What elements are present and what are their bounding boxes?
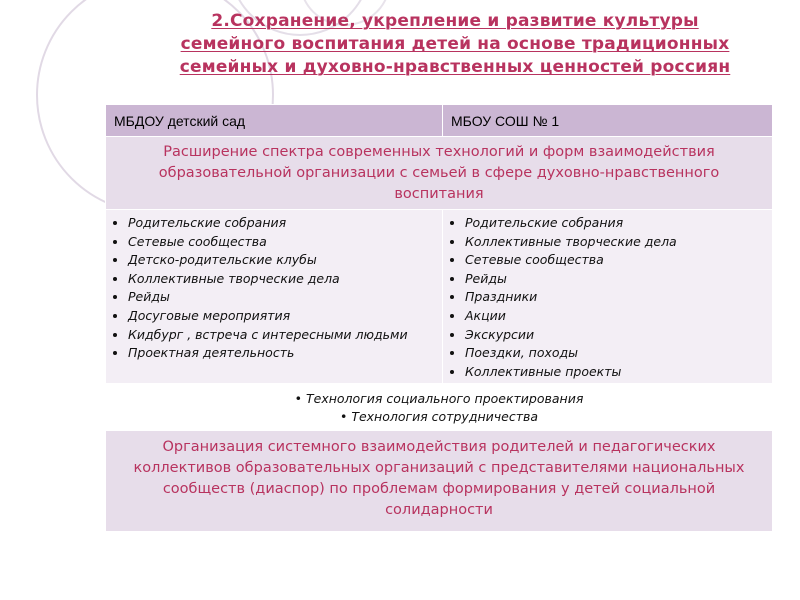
list-item: • Сетевые сообщества: [128, 233, 436, 252]
header-kindergarten: МБДОУ детский сад: [106, 105, 443, 137]
title-line-1: 2.Сохранение, укрепление и развитие культуры: [211, 11, 699, 31]
technologies-cell: [106, 384, 773, 431]
list-item: • Рейды: [128, 288, 436, 307]
list-item: • Рейды: [465, 270, 766, 289]
list-item: • Родительские собрания: [128, 214, 436, 233]
list-item: • Коллективные творческие дела: [465, 233, 766, 252]
list-item: • Досуговые мероприятия: [128, 307, 436, 326]
list-item: • Коллективные творческие дела: [128, 270, 436, 289]
list-item: • Проектная деятельность: [128, 344, 436, 363]
cooperation-table: [105, 104, 773, 532]
list-item: • Экскурсии: [465, 326, 766, 345]
list-item: • Сетевые сообщества: [465, 251, 766, 270]
section-row: [106, 431, 773, 532]
title-line-2: семейного воспитания детей на основе традиционных: [180, 34, 730, 54]
list-item: • Детско-родительские клубы: [128, 251, 436, 270]
technology-item: • Технология сотрудничества: [339, 409, 539, 425]
school-forms-cell: [443, 210, 773, 384]
section-technologies-text: Расширение спектра современных технологий и форм взаимодействия образовательной организации с семьей в сфере духовно-нравственного воспитания: [106, 137, 773, 210]
list-item: • Акции: [465, 307, 766, 326]
list-item: • Коллективные проекты: [465, 363, 766, 382]
technologies-row: [106, 384, 773, 431]
technology-item: • Технология социального проектирования: [294, 391, 584, 407]
list-item: • Родительские собрания: [465, 214, 766, 233]
header-school: МБОУ СОШ № 1: [443, 105, 773, 137]
title-line-3: семейных и духовно-нравственных ценностей россиян: [179, 57, 731, 77]
slide-title: [130, 10, 780, 79]
kindergarten-forms-cell: [106, 210, 443, 384]
list-item: • Праздники: [465, 288, 766, 307]
list-item: • Кидбург , встреча с интересными людьми: [128, 326, 436, 345]
school-forms-list: [449, 214, 766, 381]
kindergarten-forms-list: [112, 214, 436, 363]
lists-row: [106, 210, 773, 384]
list-item: • Поездки, походы: [465, 344, 766, 363]
table-header-row: [106, 105, 773, 137]
section-interaction-text: Организация системного взаимодействия родителей и педагогических коллективов образовательных организаций с представителями национальных сообществ (диаспор) по проблемам формирования у детей социальной солидарности: [106, 431, 773, 532]
section-row: [106, 137, 773, 210]
